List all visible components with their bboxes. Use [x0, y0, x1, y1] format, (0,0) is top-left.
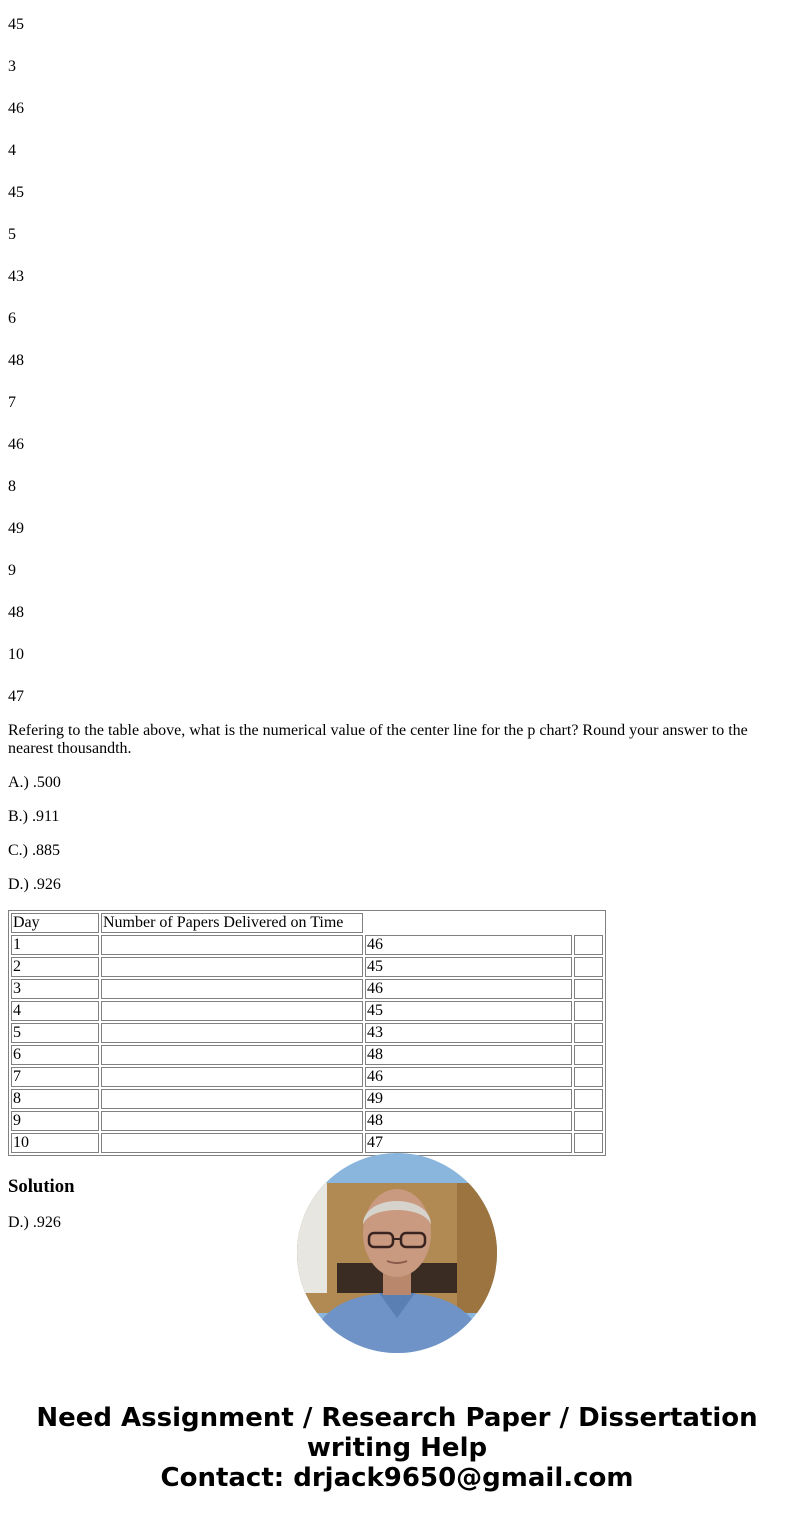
list-item: 45: [8, 16, 24, 33]
list-item: 6: [8, 310, 16, 327]
cell-delivered: 46: [365, 979, 572, 999]
cell-empty: [101, 1133, 363, 1153]
value-list: [8, 8, 786, 706]
header-delivered: Number of Papers Delivered on Time: [101, 913, 363, 933]
cell-empty: [574, 1111, 603, 1131]
list-item: 45: [8, 184, 24, 201]
list-item: 4: [8, 142, 16, 159]
cell-empty: [101, 1111, 363, 1131]
table-row: [11, 1067, 603, 1087]
list-item: 7: [8, 394, 16, 411]
cell-empty: [574, 1045, 603, 1065]
cell-day: 2: [11, 957, 99, 977]
table-row: [11, 1045, 603, 1065]
cell-delivered: 48: [365, 1045, 572, 1065]
list-item: 43: [8, 268, 24, 285]
papers-table: [8, 910, 606, 1156]
table-row: [11, 1023, 603, 1043]
cell-delivered: 49: [365, 1089, 572, 1109]
header-day: Day: [11, 913, 99, 933]
option-b: B.) .911: [8, 808, 60, 825]
promo-headline: Need Assignment / Research Paper / Dissertation writing Help: [36, 1403, 758, 1463]
cell-delivered: 46: [365, 935, 572, 955]
list-item: 47: [8, 688, 24, 705]
question-text: Refering to the table above, what is the numerical value of the center line for the p chart? Round your answer to the nearest thousandth.: [8, 722, 748, 757]
cell-empty: [101, 1067, 363, 1087]
list-item: 10: [8, 646, 24, 663]
table-row: [11, 979, 603, 999]
cell-empty: [101, 1089, 363, 1109]
table-row: [11, 935, 603, 955]
cell-day: 3: [11, 979, 99, 999]
cell-empty: [101, 1001, 363, 1021]
cell-delivered: 45: [365, 957, 572, 977]
cell-delivered: 45: [365, 1001, 572, 1021]
option-c: C.) .885: [8, 842, 60, 859]
cell-day: 10: [11, 1133, 99, 1153]
author-photo-illustration: [297, 1153, 497, 1353]
list-item: 48: [8, 604, 24, 621]
list-item: 9: [8, 562, 16, 579]
table-row: [11, 1089, 603, 1109]
author-photo: [297, 1153, 497, 1353]
cell-empty: [101, 935, 363, 955]
list-item: 46: [8, 436, 24, 453]
cell-delivered: 48: [365, 1111, 572, 1131]
table-header-row: [11, 913, 603, 933]
list-item: 49: [8, 520, 24, 537]
cell-empty: [574, 979, 603, 999]
promo-contact: Contact: drjack9650@gmail.com: [160, 1463, 634, 1493]
list-item: 48: [8, 352, 24, 369]
cell-day: 6: [11, 1045, 99, 1065]
list-item: 5: [8, 226, 16, 243]
cell-empty: [101, 979, 363, 999]
cell-day: 1: [11, 935, 99, 955]
cell-empty: [574, 1067, 603, 1087]
table-row: [11, 957, 603, 977]
cell-empty: [101, 957, 363, 977]
cell-delivered: 43: [365, 1023, 572, 1043]
cell-empty: [101, 1045, 363, 1065]
cell-empty: [101, 1023, 363, 1043]
cell-day: 8: [11, 1089, 99, 1109]
cell-empty: [574, 1001, 603, 1021]
list-item: 3: [8, 58, 16, 75]
cell-delivered: 46: [365, 1067, 572, 1087]
cell-day: 7: [11, 1067, 99, 1087]
promo-banner: [0, 1403, 794, 1493]
table-row: [11, 1133, 603, 1153]
cell-empty: [574, 935, 603, 955]
cell-empty: [574, 1023, 603, 1043]
cell-day: 4: [11, 1001, 99, 1021]
solution-answer: D.) .926: [8, 1214, 61, 1231]
option-a: A.) .500: [8, 774, 61, 791]
cell-day: 5: [11, 1023, 99, 1043]
cell-empty: [574, 1133, 603, 1153]
cell-day: 9: [11, 1111, 99, 1131]
cell-delivered: 47: [365, 1133, 572, 1153]
list-item: 8: [8, 478, 16, 495]
cell-empty: [574, 957, 603, 977]
cell-empty: [574, 1089, 603, 1109]
table-row: [11, 1111, 603, 1131]
list-item: 46: [8, 100, 24, 117]
table-row: [11, 1001, 603, 1021]
option-d: D.) .926: [8, 876, 61, 893]
solution-heading: Solution: [8, 1176, 75, 1197]
